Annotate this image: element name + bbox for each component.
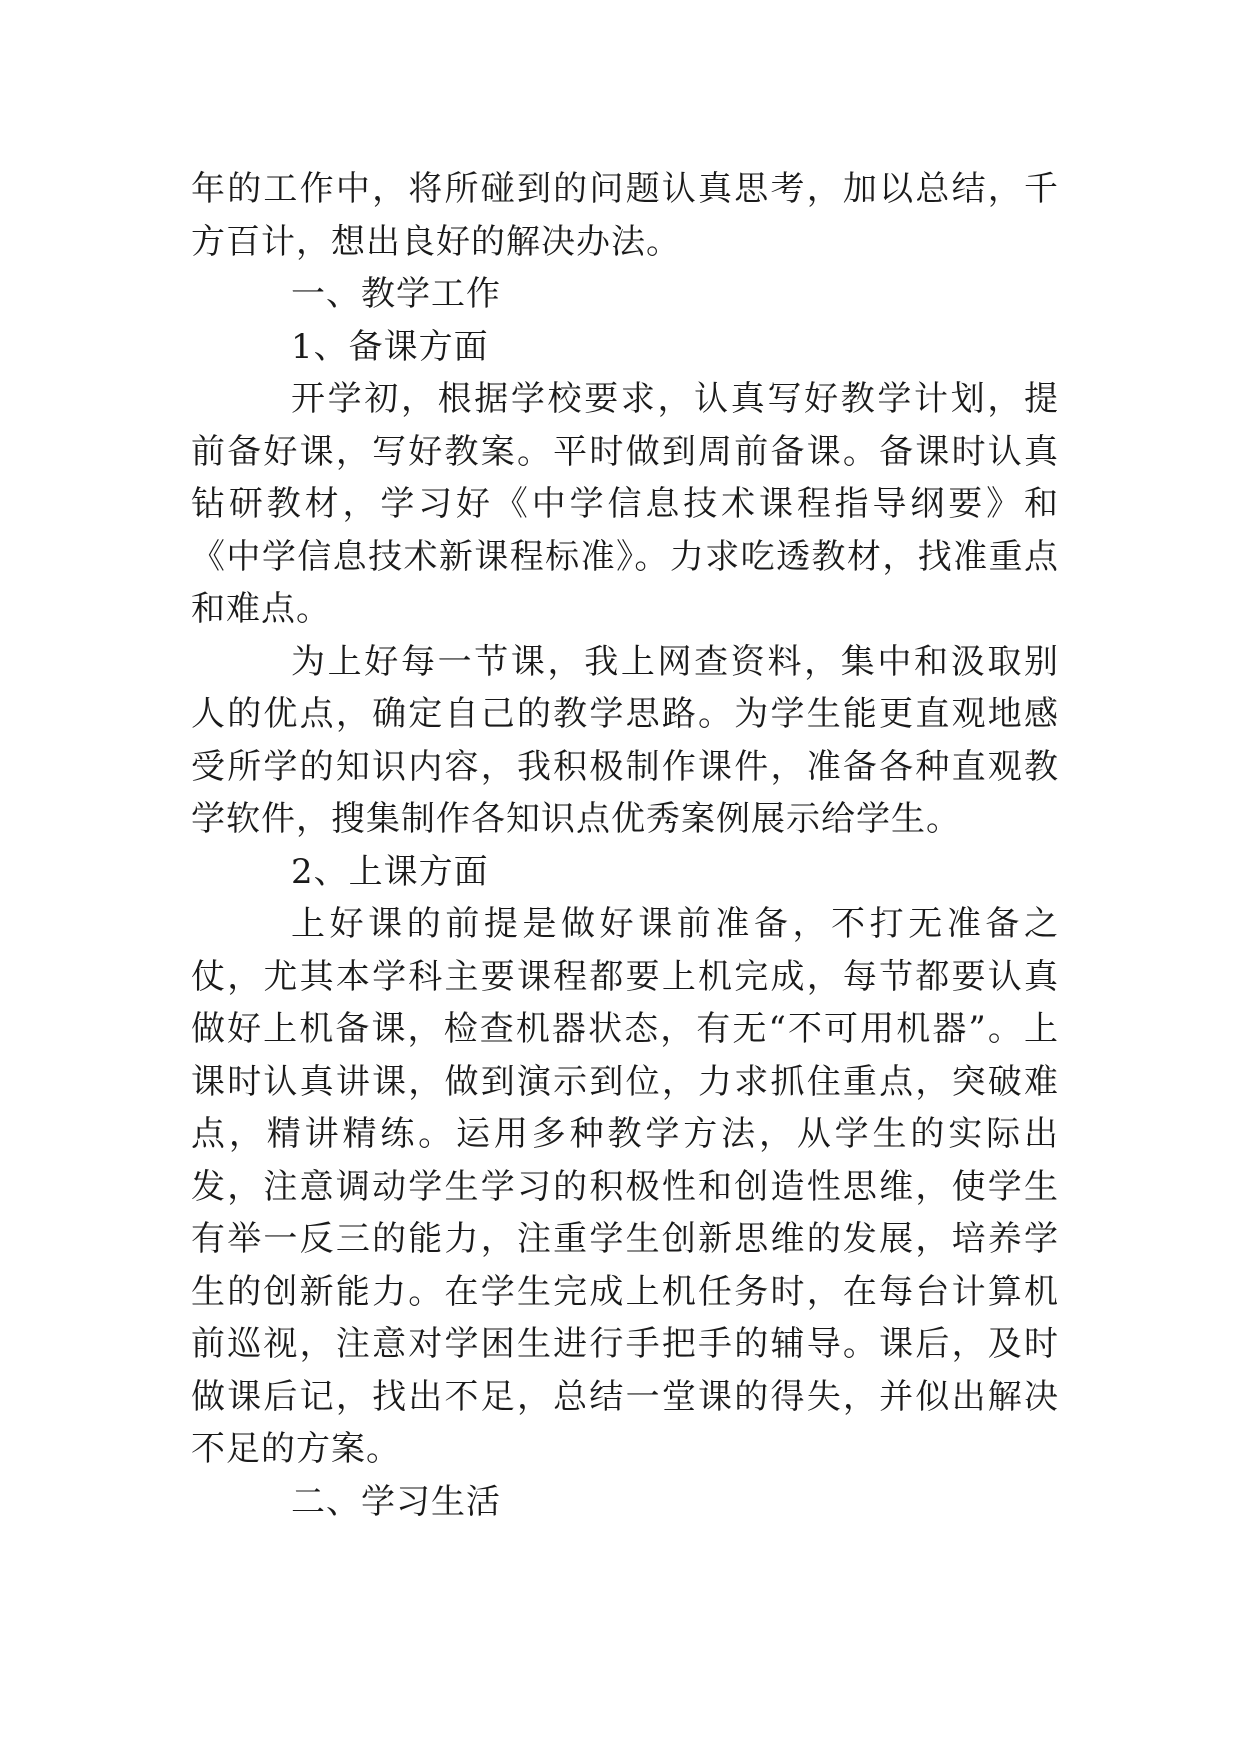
document-body: [191, 163, 1059, 1528]
paragraph-lesson-materials: 为上好每一节课，我上网查资料，集中和汲取别人的优点，确定自己的教学思路。为学生能更直观地感受所学的知识内容，我积极制作课件，准备各种直观教学软件，搜集制作各知识点优秀案例展示给学生。: [191, 641, 1059, 839]
paragraph-lesson-prep: 开学初，根据学校要求，认真写好教学计划，提前备好课，写好教案。平时做到周前备课。备课时认真钻研教材，学习好《中学信息技术课程指导纲要》和《中学信息技术新课程标准》。力求吃透教材，找准重点和难点。: [191, 379, 1059, 629]
paragraph-continuation: 年的工作中，将所碰到的问题认真思考，加以总结，千方百计，想出良好的解决办法。: [191, 169, 1059, 262]
paragraph-teaching-class: 上好课的前提是做好课前准备，不打无准备之仗，尤其本学科主要课程都要上机完成，每节都要认真做好上机备课，检查机器状态，有无“不可用机器”。上课时认真讲课，做到演示到位，力求抓住重点，突破难点，精讲精练。运用多种教学方法，从学生的实际出发，注意调动学生学习的积极性和创造性思维，使学生有举一反三的能力，注重学生创新思维的发展，培养学生的创新能力。在学生完成上机任务时，在每台计算机前巡视，注意对学困生进行手把手的辅导。课后，及时做课后记，找出不足，总结一堂课的得失，并似出解决不足的方案。: [191, 904, 1059, 1469]
section-heading-teaching-work: 一、教学工作: [291, 274, 501, 314]
section-heading-study-life: 二、学习生活: [291, 1481, 501, 1522]
subsection-heading-teaching-class: 2、上课方面: [291, 851, 489, 892]
subsection-heading-lesson-prep: 1、备课方面: [291, 326, 489, 367]
